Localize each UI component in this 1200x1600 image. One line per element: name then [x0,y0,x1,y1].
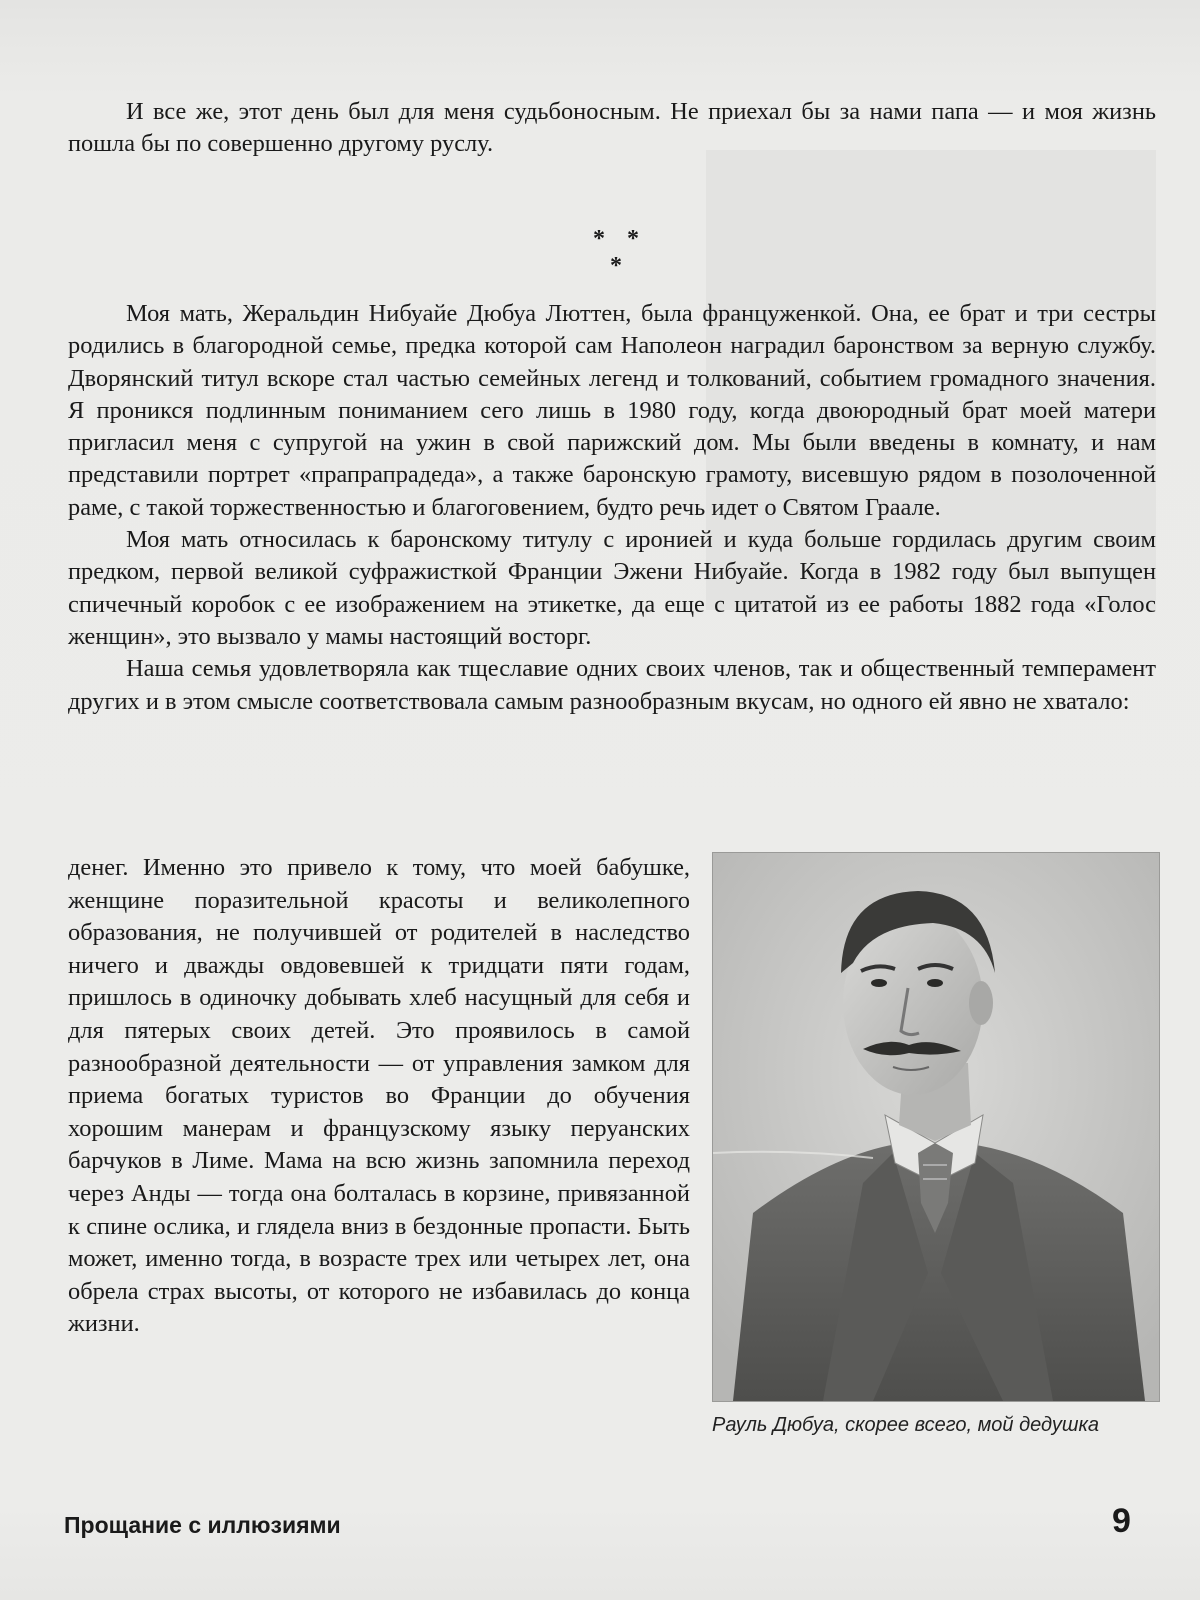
paragraph-1: Моя мать, Жеральдин Нибуайе Дюбуа Люттен, была француженкой. Она, ее брат и три сестры родились в благородной семье, предка которой сам Наполеон наградил баронством за верную службу. Дворянский титул вскоре стал частью семейных легенд и толкований, событием громадного значения. Я проникся подлинным пониманием сего лишь в 1980 году, когда двоюродный брат моей матери пригласил меня с супругой на ужин в свой парижский дом. Мы были введены в комнату, и нам представили портрет «прапрапрадеда», а также баронскую грамоту, висевшую рядом в позолоченной раме, с такой торжественностью и благоговением, будто речь идет о Святом Граале. [68,300,1156,521]
paragraph-intro: И все же, этот день был для меня судьбоносным. Не приехал бы за нами папа — и моя жизнь пошла бы по совершенно другому руслу. [68,98,1156,158]
main-text [68,298,1156,718]
intro-paragraph [68,96,1156,161]
running-footer-title: Прощание с иллюзиями [64,1512,341,1538]
page-number: 9 [1112,1502,1131,1540]
section-separator: * * * [593,226,647,279]
portrait-photo [712,852,1160,1402]
paragraph-3-continuation: денег. Именно это привело к тому, что моей бабушке, женщине поразительной красоты и великолепного образования, не получившей от родителей в наследство ничего и дважды овдовевшей к тридцати пяти годам, пришлось в одиночку добывать хлеб насущный для себя и для пятерых своих детей. Это проявилось в самой разнообразной деятельности — от управления замком для приема богатых туристов во Франции до обучения хорошим манерам и французскому языку перуанских барчуков в Лиме. Мама на всю жизнь запомнила переход через Анды — тогда она болталась в корзине, привязанной к спине ослика, и глядела вниз в бездонные пропасти. Быть может, именно тогда, в возрасте трех или четырех лет, она обрела страх высоты, от которого не избавилась до конца жизни. [68,854,690,1338]
photo-caption: Рауль Дюбуа, скорее всего, мой дедушка [712,1414,1100,1436]
paragraph-3: Наша семья удовлетворяла как тщеславие одних своих членов, так и общественный темперамент других и в этом смысле соответствовала самым разнообразным вкусам, но одного ей явно не хватало: [68,655,1156,715]
portrait-illustration [713,853,1159,1401]
paragraph-2: Моя мать относилась к баронскому титулу с иронией и куда больше гордилась другим своим предком, первой великой суфражисткой Франции Эжени Нибуайе. Когда в 1982 году был выпущен спичечный коробок с ее изображением на этикетке, да еще с цитатой из ее работы 1882 года «Голос женщин», это вызвало у мамы настоящий восторг. [68,526,1156,650]
